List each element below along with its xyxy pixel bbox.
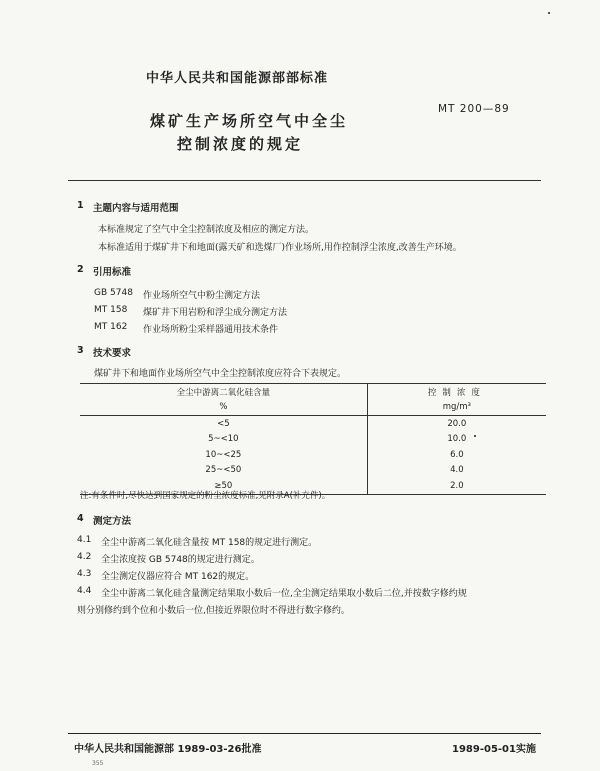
section-2-number: 2 — [77, 264, 84, 275]
footer-divider — [68, 733, 541, 734]
concentration-cell: 20.0 — [447, 418, 467, 429]
clause-continuation: 则分别修约到个位和小数后一位,但接近界限位时不得进行数字修约。 — [77, 606, 350, 616]
column-unit-mg: mg/m³ — [367, 400, 546, 416]
clause-number: 4.1 — [77, 535, 92, 545]
section-2-title: 引用标准 — [93, 267, 132, 278]
approval-line: 中华人民共和国能源部 1989-03-26批准 — [74, 744, 262, 755]
header-divider — [68, 180, 541, 181]
document-title-line1: 煤矿生产场所空气中全尘 — [150, 112, 349, 130]
reference-code: MT 158 — [94, 305, 128, 315]
table-row — [80, 447, 546, 463]
table-row — [80, 463, 546, 479]
section-1-number: 1 — [77, 200, 84, 211]
silica-range-cell: 10~<25 — [80, 447, 367, 463]
reference-code: MT 162 — [94, 322, 128, 332]
section-1-paragraph-1: 本标准规定了空气中全尘控制浓度及相应的测定方法。 — [98, 225, 315, 235]
document-title-line2: 控制浓度的规定 — [177, 135, 304, 153]
column-header-concentration: 控制浓度 — [367, 384, 546, 400]
reference-name: 作业场所空气中粉尘测定方法 — [143, 291, 261, 301]
section-1-title: 主题内容与适用范围 — [93, 203, 179, 214]
effective-date: 1989-05-01实施 — [452, 744, 536, 755]
section-1-paragraph-2: 本标准适用于煤矿井下和地面(露天矿和选煤厂)作业场所,用作控制浮尘浓度,改善生产环境。 — [98, 243, 462, 253]
scan-speck — [548, 12, 550, 14]
dust-concentration-table — [80, 383, 546, 495]
clause-text: 全尘测定仪器应符合 MT 162的规定。 — [101, 572, 255, 582]
concentration-cell: 4.0 — [450, 465, 464, 476]
concentration-cell: 10.0 — [447, 434, 467, 445]
table-note: 注:有条件时,尽快达到国家规定的粉尘浓度标准,见附录A(补充件)。 — [80, 491, 331, 501]
table-unit-row — [80, 400, 546, 416]
table-row — [80, 416, 546, 432]
column-header-silica: 全尘中游离二氧化硅含量 — [80, 384, 367, 400]
page-number: 355 — [92, 760, 104, 767]
reference-name: 作业场所粉尘采样器通用技术条件 — [143, 325, 279, 335]
ministry-header: 中华人民共和国能源部部标准 — [146, 71, 329, 86]
table-header-row — [80, 384, 546, 400]
silica-range-cell: 25~<50 — [80, 463, 367, 479]
clause-text: 全尘浓度按 GB 5748的规定进行测定。 — [101, 555, 260, 565]
silica-range-cell: ≥50 — [80, 478, 367, 494]
section-3-number: 3 — [77, 345, 84, 356]
clause-text: 全尘中游离二氧化硅含量测定结果取小数后一位,全尘测定结果取小数后二位,并按数字修约规 — [101, 589, 467, 599]
reference-name: 煤矿井下用岩粉和浮尘成分测定方法 — [143, 308, 288, 318]
clause-number: 4.3 — [77, 569, 92, 579]
standard-code: MT 200—89 — [438, 103, 510, 115]
column-unit-percent: % — [80, 400, 367, 416]
silica-range-cell: <5 — [80, 416, 367, 432]
table-row — [80, 432, 546, 448]
section-3-intro: 煤矿井下和地面作业场所空气中全尘控制浓度应符合下表规定。 — [94, 369, 347, 379]
section-4-number: 4 — [77, 513, 84, 524]
clause-number: 4.4 — [77, 586, 92, 596]
section-3-title: 技术要求 — [93, 348, 132, 359]
clause-text: 全尘中游离二氧化硅含量按 MT 158的规定进行测定。 — [101, 538, 318, 548]
section-4-title: 测定方法 — [93, 516, 132, 527]
scan-speck — [474, 435, 476, 437]
reference-code: GB 5748 — [94, 288, 133, 298]
clause-number: 4.2 — [77, 552, 92, 562]
concentration-cell: 2.0 — [367, 478, 546, 494]
concentration-cell: 6.0 — [450, 449, 464, 460]
silica-range-cell: 5~<10 — [80, 432, 367, 448]
